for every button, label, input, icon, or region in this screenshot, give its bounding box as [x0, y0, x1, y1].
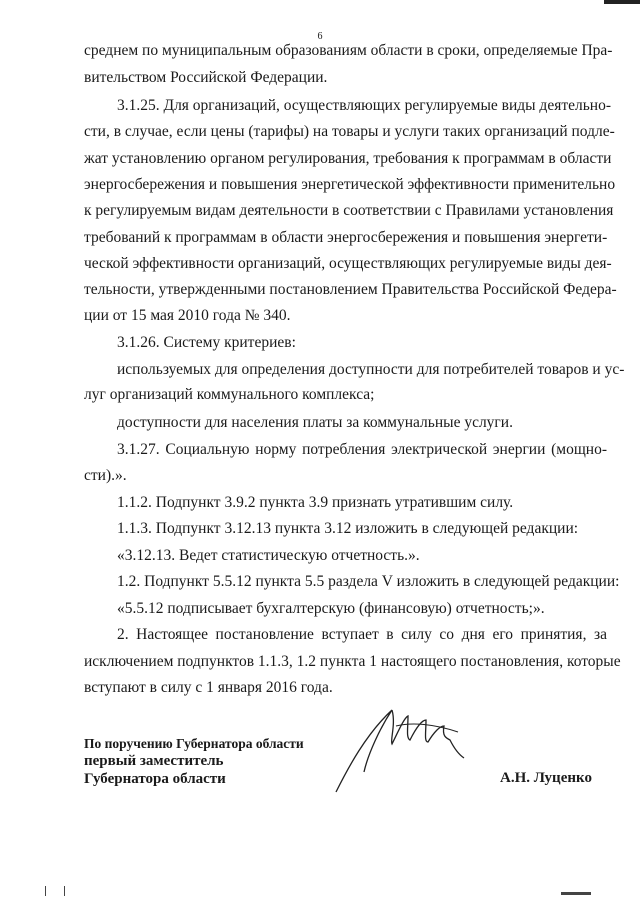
text-line: к регулируемым видам деятельности в соответствии с Правилами установления — [84, 202, 614, 219]
scan-mark — [561, 892, 591, 895]
text-line: ции от 15 мая 2010 года № 340. — [84, 307, 291, 324]
text-line: 3.1.25. Для организаций, осуществляющих регулируемые виды деятельно- — [117, 97, 611, 114]
text-line: требований к программам в области энергосбережения и повышения энергети- — [84, 229, 608, 246]
corner-scan-mark — [604, 0, 640, 4]
handwritten-signature — [330, 696, 480, 796]
scan-mark — [64, 886, 65, 896]
text-line: используемых для определения доступности для потребителей товаров и ус- — [117, 361, 625, 378]
text-line: «5.5.12 подписывает бухгалтерскую (финансовую) отчетность;». — [117, 600, 545, 617]
page-number: 6 — [317, 31, 323, 42]
text-line: доступности для населения платы за коммунальные услуги. — [117, 414, 513, 431]
scan-mark — [45, 886, 46, 896]
text-line: 1.1.3. Подпункт 3.12.13 пункта 3.12 изложить в следующей редакции: — [117, 520, 579, 537]
signature-block-line2: первый заместитель — [84, 753, 224, 769]
text-line: сти).». — [84, 467, 127, 484]
text-line: 2. Настоящее постановление вступает в силу со дня его принятия, за — [117, 626, 607, 643]
signature-block-line3: Губернатора области — [84, 771, 226, 787]
text-line: жат установлению органом регулирования, требования к программам в области — [84, 150, 612, 167]
text-line: 3.1.27. Социальную норму потребления электрической энергии (мощно- — [117, 441, 607, 458]
text-line: вступают в силу с 1 января 2016 года. — [84, 679, 333, 696]
text-line: исключением подпунктов 1.1.3, 1.2 пункта 1 настоящего постановления, которые — [84, 653, 621, 670]
text-line: энергосбережения и повышения энергетической эффективности применительно — [84, 176, 616, 193]
text-line: сти, в случае, если цены (тарифы) на товары и услуги таких организаций подле- — [84, 123, 615, 140]
text-line: среднем по муниципальным образованиям области в сроки, определяемые Пра- — [84, 42, 613, 59]
signatory-name: А.Н. Луценко — [500, 770, 592, 786]
signature-block-line1: По поручению Губернатора области — [84, 736, 304, 751]
text-line: тельности, утвержденными постановлением Правительства Российской Федера- — [84, 281, 617, 298]
text-line: 1.2. Подпункт 5.5.12 пункта 5.5 раздела V изложить в следующей редакции: — [117, 573, 620, 590]
text-line: вительством Российской Федерации. — [84, 69, 328, 86]
text-line: 3.1.26. Систему критериев: — [117, 334, 296, 351]
text-line: 1.1.2. Подпункт 3.9.2 пункта 3.9 признать утратившим силу. — [117, 494, 514, 511]
text-line: луг организаций коммунального комплекса; — [84, 386, 375, 403]
text-line: «3.12.13. Ведет статистическую отчетность.». — [117, 547, 420, 564]
text-line: ческой эффективности организаций, осуществляющих регулируемые виды дея- — [84, 255, 612, 272]
